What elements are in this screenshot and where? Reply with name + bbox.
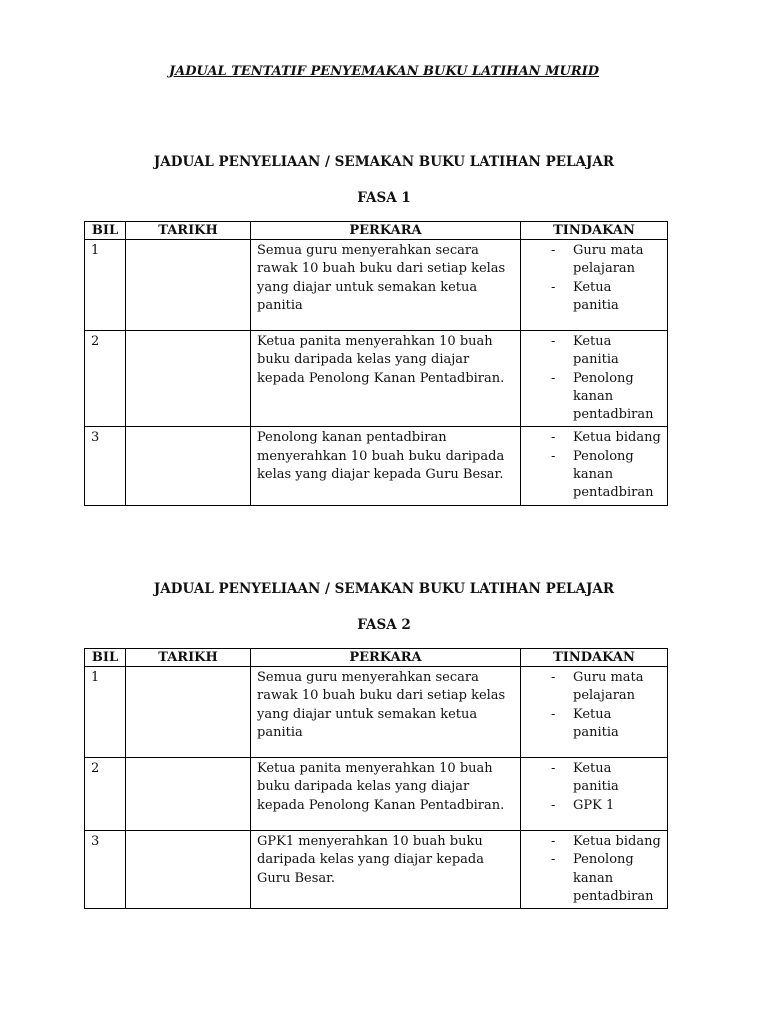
cell-tarikh bbox=[126, 758, 251, 831]
cell-bil: 1 bbox=[85, 667, 126, 758]
header-perkara: PERKARA bbox=[251, 649, 521, 667]
cell-tindakan bbox=[521, 667, 668, 758]
cell-bil: 1 bbox=[85, 240, 126, 331]
cell-tindakan bbox=[521, 240, 668, 331]
cell-tarikh bbox=[126, 331, 251, 427]
table-header-row bbox=[85, 649, 668, 667]
action-item: - Penolong kanan pentadbiran bbox=[551, 852, 654, 904]
cell-perkara: Semua guru menyerahkan secara rawak 10 buah buku dari setiap kelas yang diajar untuk semakan ketua panitia bbox=[251, 667, 521, 758]
cell-bil: 2 bbox=[85, 758, 126, 831]
cell-tindakan bbox=[521, 758, 668, 831]
document-title: JADUAL TENTATIF PENYEMAKAN BUKU LATIHAN MURID bbox=[169, 64, 599, 79]
action-item: - Ketua bidang bbox=[551, 430, 661, 446]
section-title: JADUAL PENYELIAAN / SEMAKAN BUKU LATIHAN PELAJAR bbox=[153, 581, 615, 597]
table-header-row bbox=[85, 222, 668, 240]
cell-tarikh bbox=[126, 240, 251, 331]
cell-bil: 2 bbox=[85, 331, 126, 427]
table-row bbox=[85, 427, 668, 505]
section-title: JADUAL PENYELIAAN / SEMAKAN BUKU LATIHAN PELAJAR bbox=[153, 154, 615, 170]
cell-tarikh bbox=[126, 831, 251, 909]
action-item: - GPK 1 bbox=[551, 797, 615, 813]
action-item: - Penolong kanan pentadbiran bbox=[551, 448, 654, 501]
header-perkara: PERKARA bbox=[251, 222, 521, 240]
action-item: - Ketua panitia bbox=[551, 706, 619, 740]
section-fasa-1 bbox=[0, 154, 768, 206]
section-fasa-2 bbox=[0, 581, 768, 633]
table-row bbox=[85, 758, 668, 831]
phase-label: FASA 2 bbox=[357, 617, 411, 633]
header-tarikh: TARIKH bbox=[126, 222, 251, 240]
cell-perkara: Semua guru menyerahkan secara rawak 10 buah buku dari setiap kelas yang diajar untuk semakan ketua panitia bbox=[251, 240, 521, 331]
header-tindakan: TINDAKAN bbox=[521, 222, 668, 240]
cell-bil: 3 bbox=[85, 427, 126, 505]
cell-tindakan bbox=[521, 427, 668, 505]
schedule-table-fasa-1 bbox=[84, 221, 668, 506]
cell-tindakan bbox=[521, 331, 668, 427]
table-row bbox=[85, 667, 668, 758]
cell-tarikh bbox=[126, 427, 251, 505]
action-item: - Ketua panitia bbox=[551, 279, 619, 313]
table-row bbox=[85, 240, 668, 331]
action-item: - Ketua bidang bbox=[551, 834, 661, 849]
table-row bbox=[85, 831, 668, 909]
action-item: - Guru mata pelajaran bbox=[551, 243, 644, 277]
table-row bbox=[85, 331, 668, 427]
action-item: - Ketua panitia bbox=[551, 761, 619, 795]
header-tindakan: TINDAKAN bbox=[521, 649, 668, 667]
action-item: - Penolong kanan pentadbiran bbox=[551, 370, 654, 423]
header-bil: BIL bbox=[85, 649, 126, 667]
cell-perkara: Penolong kanan pentadbiran menyerahkan 10 buah buku daripada kelas yang diajar kepada Guru Besar. bbox=[251, 427, 521, 505]
cell-perkara: Ketua panita menyerahkan 10 buah buku daripada kelas yang diajar kepada Penolong Kanan Pentadbiran. bbox=[251, 331, 521, 427]
action-item: - Ketua panitia bbox=[551, 334, 619, 368]
phase-label: FASA 1 bbox=[357, 190, 411, 206]
action-item: - Guru mata pelajaran bbox=[551, 670, 644, 704]
cell-perkara: Ketua panita menyerahkan 10 buah buku daripada kelas yang diajar kepada Penolong Kanan Pentadbiran. bbox=[251, 758, 521, 831]
schedule-table-fasa-2 bbox=[84, 648, 668, 909]
header-bil: BIL bbox=[85, 222, 126, 240]
cell-bil: 3 bbox=[85, 831, 126, 909]
header-tarikh: TARIKH bbox=[126, 649, 251, 667]
cell-tindakan bbox=[521, 831, 668, 909]
cell-tarikh bbox=[126, 667, 251, 758]
cell-perkara: GPK1 menyerahkan 10 buah buku daripada kelas yang diajar kepada Guru Besar. bbox=[251, 831, 521, 909]
